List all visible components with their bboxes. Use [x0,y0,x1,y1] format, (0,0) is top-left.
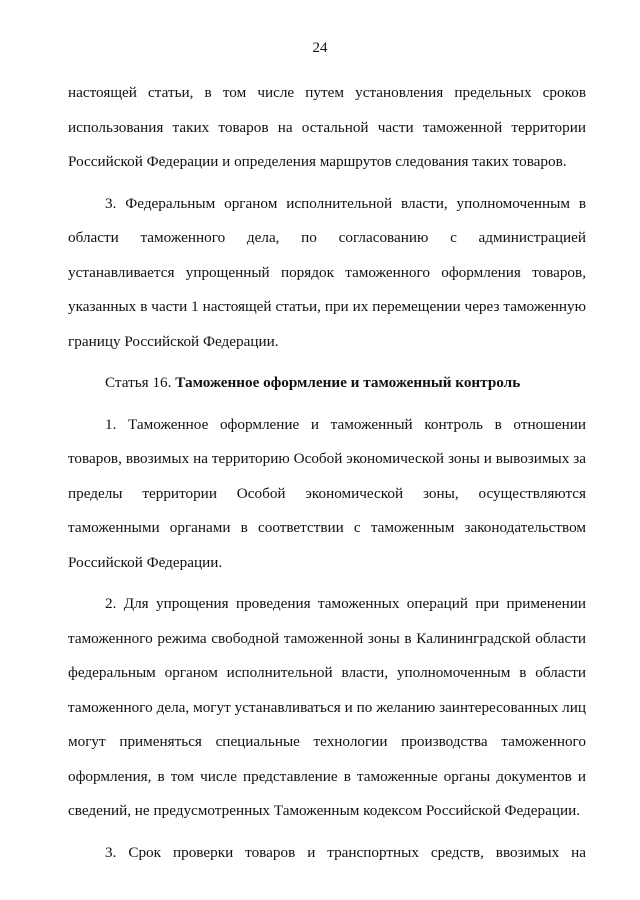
paragraph-part-3: 3. Федеральным органом исполнительной власти, уполномоченным в области таможенного дела, по согласованию с администрацией устанавливается упрощенный порядок таможенного оформления товаров, указанных в части 1 настоящей статьи, при их перемещении через таможенную границу Российской Федерации. [68,194,586,350]
article-16-label: Статья 16. [105,374,172,391]
article-16-part-3: 3. Срок проверки товаров и транспортных средств, ввозимых на [105,843,586,861]
document-body [68,76,586,870]
article-16-heading [68,366,586,401]
article-16-part-2: 2. Для упрощения проведения таможенных операций при применении таможенного режима свободной таможенной зоны в Калининградской области федеральным органом исполнительной власти, уполномоченным в области таможенного дела, могут устанавливаться и по желанию заинтересованных лиц могут применяться специальные технологии производства таможенного оформления, в том числе представление в таможенные органы документов и сведений, не предусмотренных Таможенным кодексом Российской Федерации. [68,595,586,819]
paragraph-continuation: настоящей статьи, в том числе путем установления предельных сроков использования таких товаров на остальной части таможенной территории Российской Федерации и определения маршрутов следования таких товаров. [68,84,586,170]
article-16-title: Таможенное оформление и таможенный контроль [175,374,521,391]
page-number: 24 [312,40,328,56]
article-16-part-1: 1. Таможенное оформление и таможенный контроль в отношении товаров, ввозимых на территорию Особой экономической зоны и вывозимых за пределы территории Особой экономической зоны, осуществляются таможенными органами в соответствии с таможенным законодательством Российской Федерации. [68,415,586,571]
